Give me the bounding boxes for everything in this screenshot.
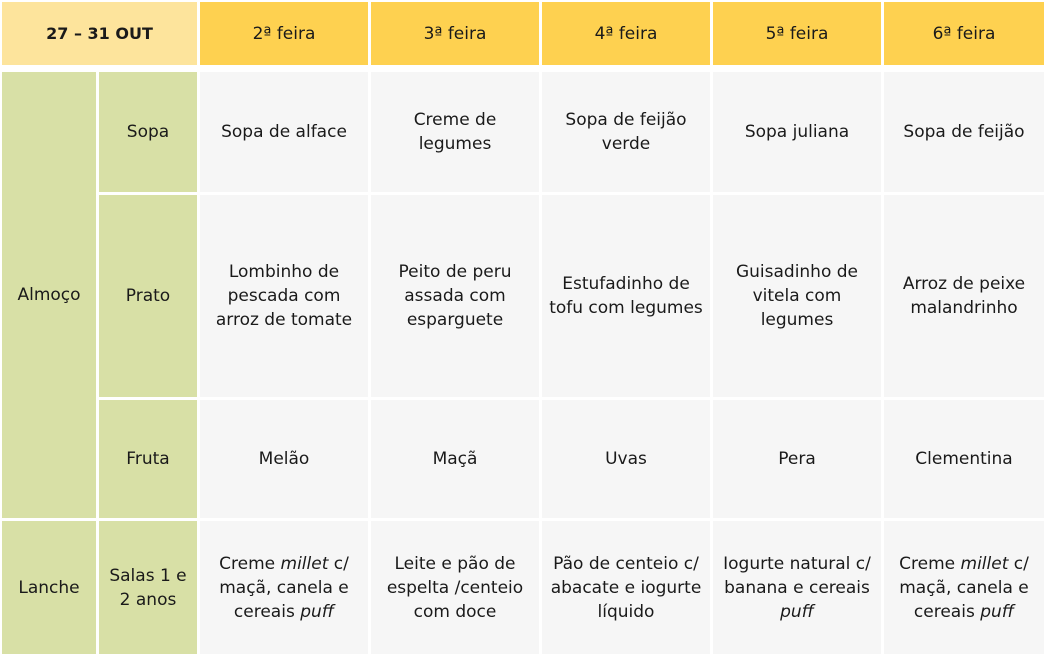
day-header-friday: 6ª feira [884, 2, 1044, 65]
menu-cell: Pera [713, 400, 881, 518]
day-header-wednesday: 4ª feira [542, 2, 710, 65]
menu-cell: Lombinho de pescada com arroz de tomate [200, 195, 368, 397]
menu-cell: Iogurte natural c/ banana e cereais puff [713, 521, 881, 654]
menu-cell: Leite e pão de espelta /centeio com doce [371, 521, 539, 654]
menu-cell: Guisadinho de vitela com legumes [713, 195, 881, 397]
week-range: 27 – 31 OUT [2, 2, 197, 65]
menu-cell: Clementina [884, 400, 1044, 518]
menu-cell: Arroz de peixe malandrinho [884, 195, 1044, 397]
menu-cell: Sopa juliana [713, 72, 881, 192]
table-row-lanche [2, 521, 1044, 654]
header-row [2, 2, 1044, 65]
meal-label-almoco: Almoço [2, 72, 96, 518]
day-header-monday: 2ª feira [200, 2, 368, 65]
menu-cell: Pão de centeio c/ abacate e iogurte líquido [542, 521, 710, 654]
course-label-prato: Prato [99, 195, 197, 397]
day-header-thursday: 5ª feira [713, 2, 881, 65]
table-row-prato [2, 195, 1044, 397]
menu-cell: Estufadinho de tofu com legumes [542, 195, 710, 397]
menu-cell: Melão [200, 400, 368, 518]
meal-label-lanche: Lanche [2, 521, 96, 654]
menu-cell: Sopa de alface [200, 72, 368, 192]
menu-cell: Creme millet c/ maçã, canela e cereais puff [200, 521, 368, 654]
menu-cell: Sopa de feijão [884, 72, 1044, 192]
table-row-fruta [2, 400, 1044, 518]
day-header-tuesday: 3ª feira [371, 2, 539, 65]
menu-cell: Maçã [371, 400, 539, 518]
course-label-fruta: Fruta [99, 400, 197, 518]
course-label-sopa: Sopa [99, 72, 197, 192]
menu-cell: Creme de legumes [371, 72, 539, 192]
menu-cell: Creme millet c/ maçã, canela e cereais puff [884, 521, 1044, 654]
course-label-salas: Salas 1 e 2 anos [99, 521, 197, 654]
table-row-sopa [2, 72, 1044, 192]
menu-cell: Sopa de feijão verde [542, 72, 710, 192]
menu-cell: Uvas [542, 400, 710, 518]
menu-cell: Peito de peru assada com esparguete [371, 195, 539, 397]
